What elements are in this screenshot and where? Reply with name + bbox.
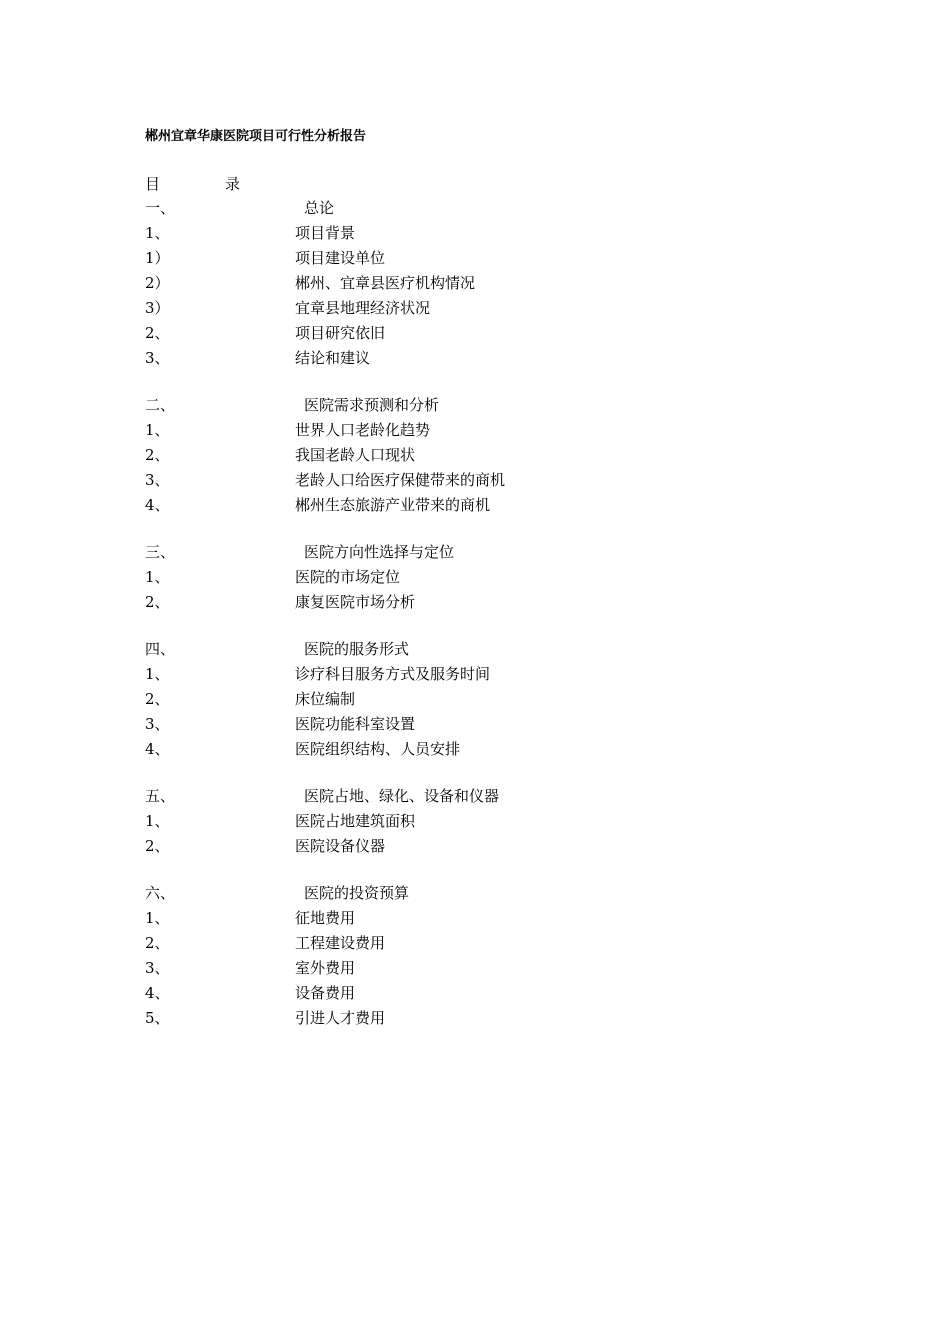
toc-entry-title: 征地费用 xyxy=(295,909,356,927)
toc-entry-number: 1、 xyxy=(145,421,170,439)
toc-entry-title: 项目建设单位 xyxy=(295,249,386,267)
toc-entry xyxy=(0,592,950,612)
toc-entry-number: 4、 xyxy=(145,984,170,1002)
toc-entry-number: 4、 xyxy=(145,740,170,758)
toc-entry xyxy=(0,470,950,490)
toc-entry-title: 工程建设费用 xyxy=(295,934,386,952)
toc-entry-number: 2、 xyxy=(145,934,170,952)
toc-entry xyxy=(0,567,950,587)
toc-entry-title: 诊疗科目服务方式及服务时间 xyxy=(295,665,491,683)
toc-entry xyxy=(0,273,950,293)
toc-entry-title: 医院组织结构、人员安排 xyxy=(295,740,461,758)
toc-entry-title: 项目背景 xyxy=(295,224,356,242)
toc-entry-number: 3） xyxy=(145,299,170,317)
toc-entry-number: 2、 xyxy=(145,837,170,855)
toc-section-title: 医院的投资预算 xyxy=(304,884,410,902)
toc-entry-number: 1、 xyxy=(145,909,170,927)
toc-section-number: 四、 xyxy=(145,640,176,658)
toc-entry xyxy=(0,958,950,978)
toc-entry xyxy=(0,714,950,734)
toc-entry-number: 5、 xyxy=(145,1009,170,1027)
toc-entry-title: 医院的市场定位 xyxy=(295,568,401,586)
toc-section-title: 医院的服务形式 xyxy=(304,640,410,658)
toc-entry xyxy=(0,445,950,465)
toc-entry-number: 1、 xyxy=(145,665,170,683)
toc-entry-number: 1） xyxy=(145,249,170,267)
toc-section-number: 三、 xyxy=(145,543,176,561)
toc-entry-number: 1、 xyxy=(145,224,170,242)
toc-entry-number: 2、 xyxy=(145,446,170,464)
toc-entry xyxy=(0,811,950,831)
toc-entry-number: 3、 xyxy=(145,471,170,489)
toc-entry xyxy=(0,298,950,318)
toc-heading-left: 目 xyxy=(145,175,161,193)
toc-section-heading xyxy=(0,395,950,415)
toc-section-heading xyxy=(0,198,950,218)
toc-entry xyxy=(0,495,950,515)
toc-section-title: 医院需求预测和分析 xyxy=(304,396,440,414)
toc-entry xyxy=(0,223,950,243)
toc-entry xyxy=(0,933,950,953)
toc-entry-title: 医院功能科室设置 xyxy=(295,715,416,733)
toc-entry-title: 郴州生态旅游产业带来的商机 xyxy=(295,496,491,514)
toc-entry-title: 结论和建议 xyxy=(295,349,371,367)
toc-entry-title: 宜章县地理经济状况 xyxy=(295,299,431,317)
toc-entry-title: 世界人口老龄化趋势 xyxy=(295,421,431,439)
toc-entry-title: 引进人才费用 xyxy=(295,1009,386,1027)
toc-heading-right: 录 xyxy=(225,175,241,193)
toc-entry-title: 老龄人口给医疗保健带来的商机 xyxy=(295,471,506,489)
toc-section-number: 二、 xyxy=(145,396,176,414)
toc-section-number: 五、 xyxy=(145,787,176,805)
toc-section-heading xyxy=(0,883,950,903)
toc-entry xyxy=(0,1008,950,1028)
toc-entry-title: 医院占地建筑面积 xyxy=(295,812,416,830)
toc-section-number: 一、 xyxy=(145,199,176,217)
toc-entry xyxy=(0,689,950,709)
toc-entry-number: 2） xyxy=(145,274,170,292)
toc-entry-title: 我国老龄人口现状 xyxy=(295,446,416,464)
toc-section-heading xyxy=(0,786,950,806)
toc-entry xyxy=(0,420,950,440)
toc-entry-number: 2、 xyxy=(145,593,170,611)
toc-entry xyxy=(0,739,950,759)
toc-entry-number: 3、 xyxy=(145,715,170,733)
toc-entry xyxy=(0,908,950,928)
toc-entry xyxy=(0,836,950,856)
toc-section-number: 六、 xyxy=(145,884,176,902)
toc-entry xyxy=(0,983,950,1003)
toc-section-title: 医院占地、绿化、设备和仪器 xyxy=(304,787,500,805)
toc-entry-number: 4、 xyxy=(145,496,170,514)
toc-entry-title: 康复医院市场分析 xyxy=(295,593,416,611)
toc-section-title: 总论 xyxy=(304,199,335,217)
toc-entry xyxy=(0,664,950,684)
document-title: 郴州宜章华康医院项目可行性分析报告 xyxy=(145,129,367,144)
toc-entry-title: 医院设备仪器 xyxy=(295,837,386,855)
toc-entry-number: 2、 xyxy=(145,690,170,708)
toc-section-title: 医院方向性选择与定位 xyxy=(304,543,455,561)
toc-entry xyxy=(0,348,950,368)
toc-entry-title: 设备费用 xyxy=(295,984,356,1002)
toc-entry-title: 郴州、宜章县医疗机构情况 xyxy=(295,274,476,292)
toc-entry-number: 1、 xyxy=(145,812,170,830)
toc-section-heading xyxy=(0,639,950,659)
toc-entry-number: 1、 xyxy=(145,568,170,586)
toc-entry-title: 室外费用 xyxy=(295,959,356,977)
toc-entry-number: 3、 xyxy=(145,959,170,977)
toc-entry-number: 3、 xyxy=(145,349,170,367)
toc-entry xyxy=(0,323,950,343)
toc-entry-title: 床位编制 xyxy=(295,690,356,708)
toc-entry-number: 2、 xyxy=(145,324,170,342)
toc-entry xyxy=(0,248,950,268)
toc-section-heading xyxy=(0,542,950,562)
toc-entry-title: 项目研究依旧 xyxy=(295,324,386,342)
